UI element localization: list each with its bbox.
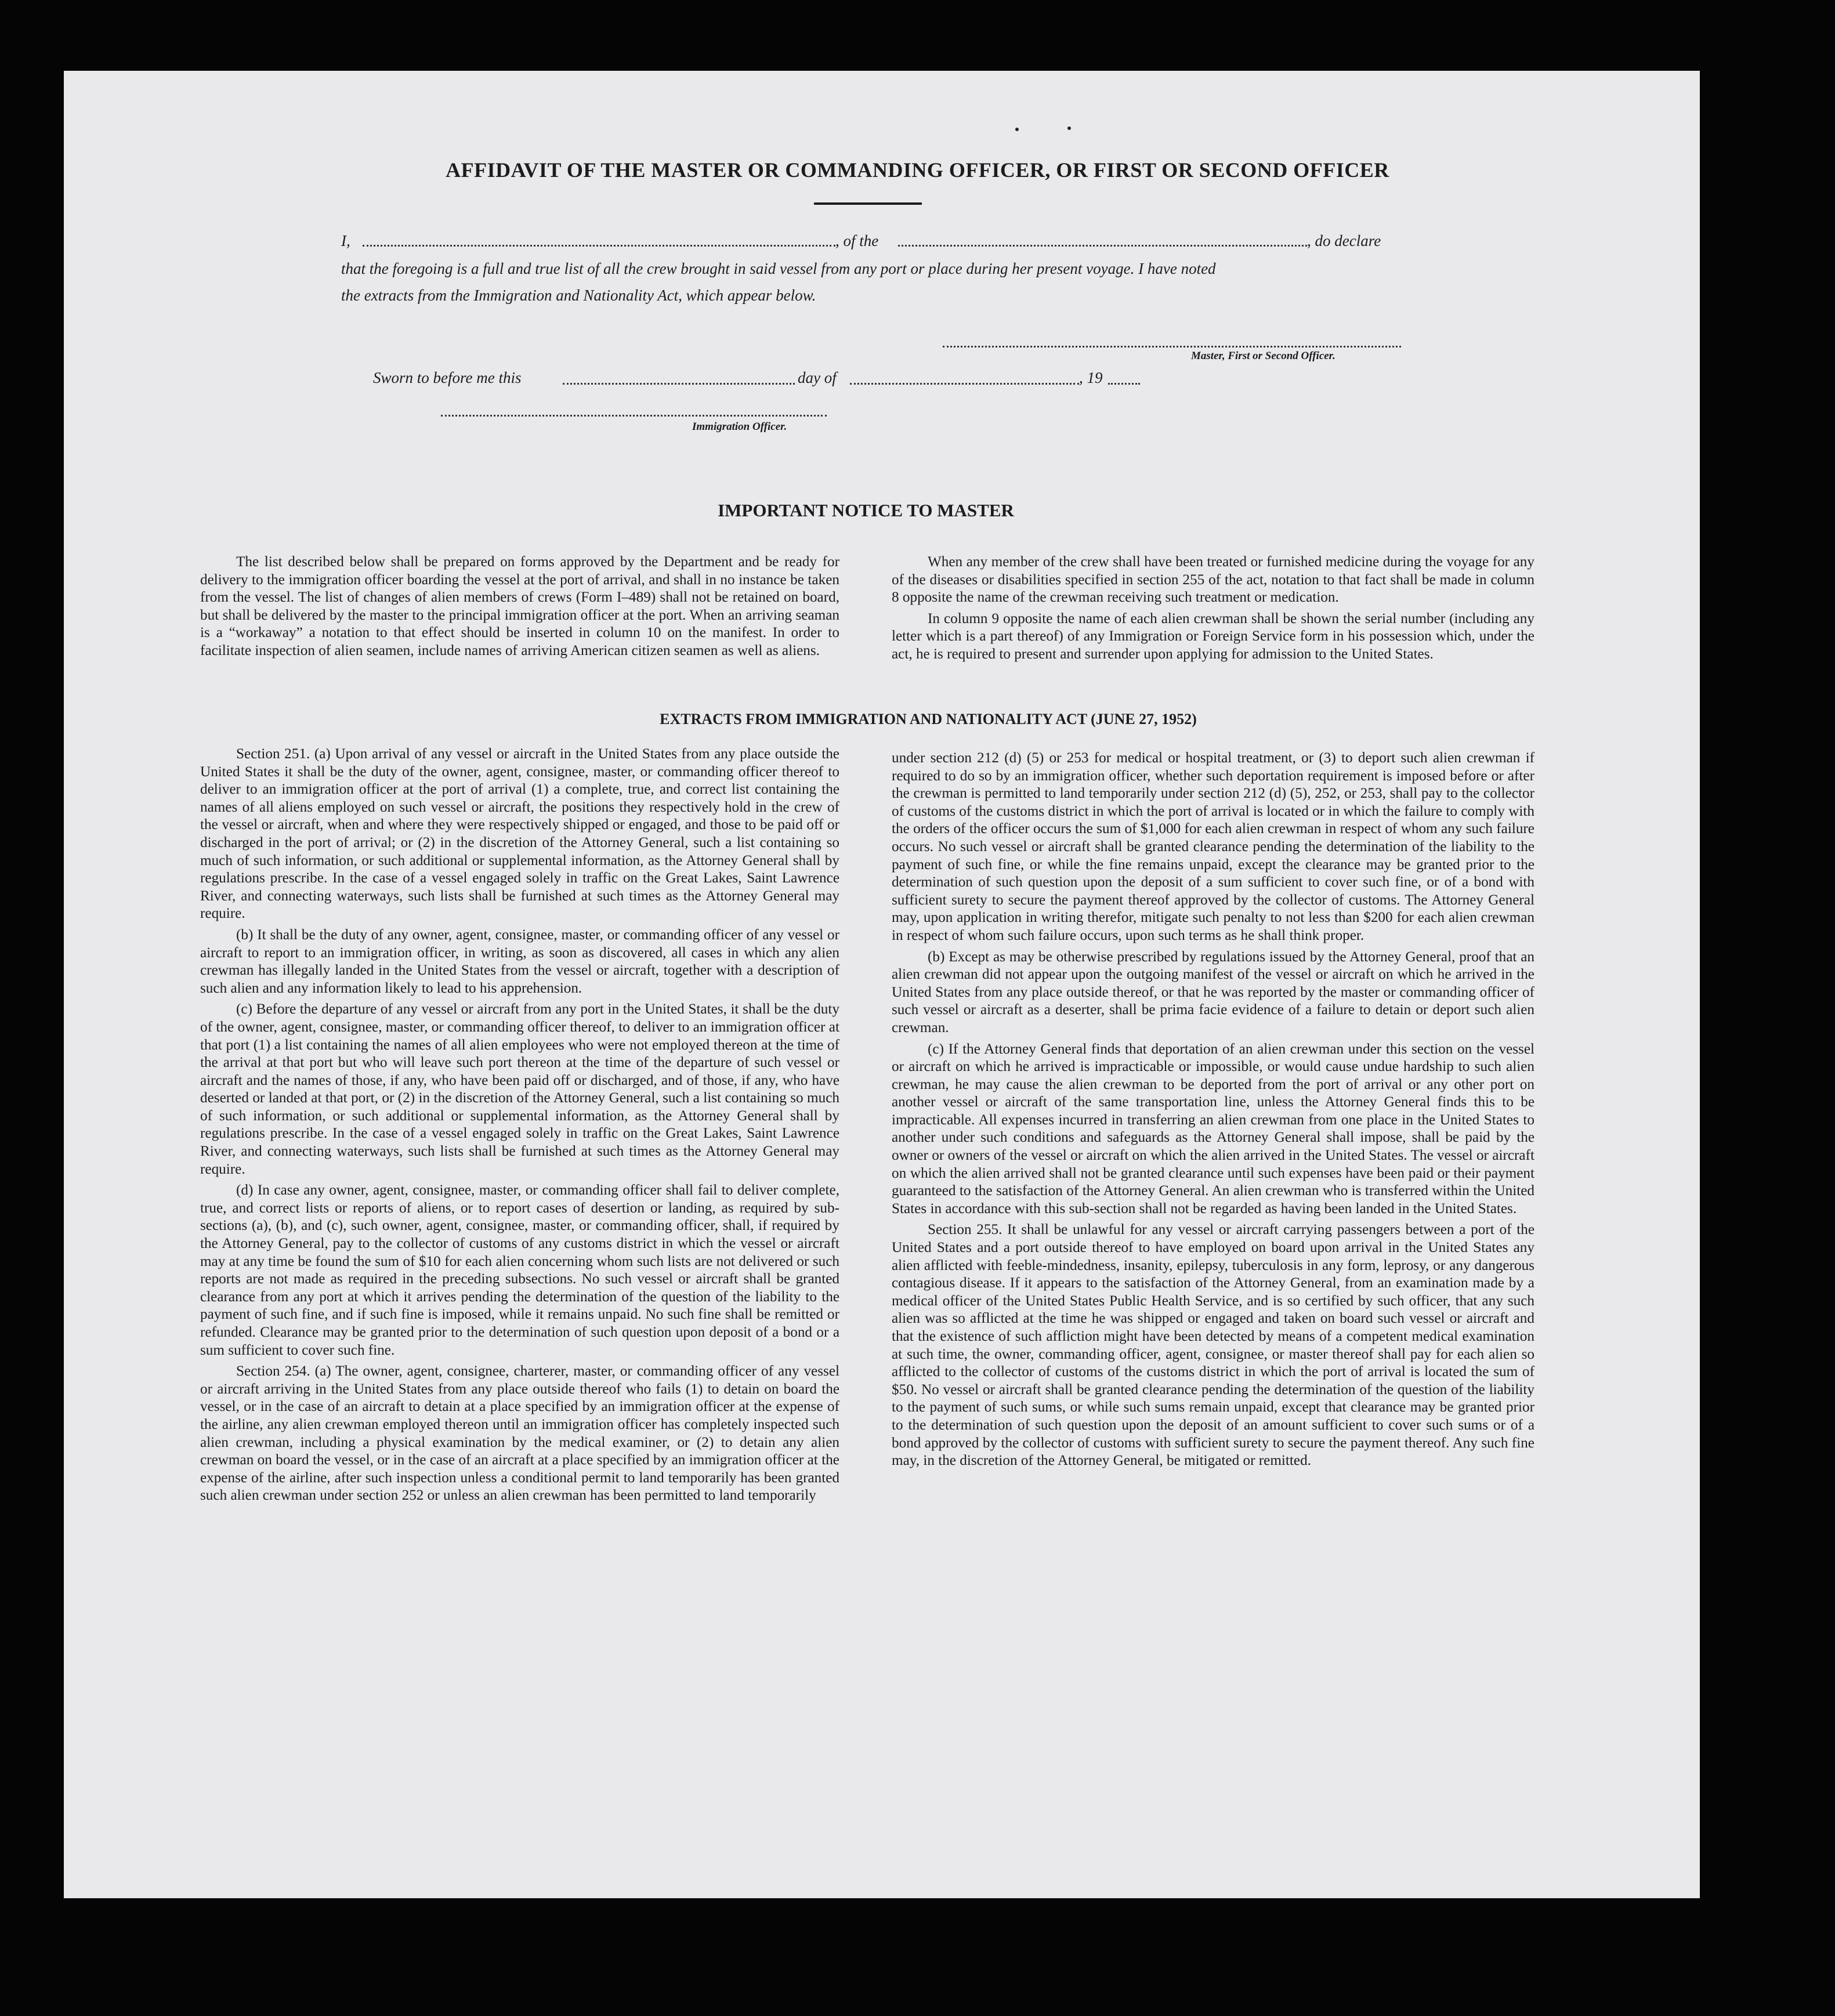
extracts-title: EXTRACTS FROM IMMIGRATION AND NATIONALITY ACT (JUNE 27, 1952) <box>660 711 1197 728</box>
section-paragraph: (c) If the Attorney General finds that deportation of an alien crewman under this section on the vessel or aircraft on which he arrived is impracticable or impossible, or would cause undue hardship to such alien crewman, he may cause the alien crewman to be deported from the port of arrival or any other port on another vessel or aircraft of the same transportation line, unless the Attorney General finds this to be impracticable. All expenses incurred in transferring an alien crewman from one place in the United States to another under such conditions and safeguards as the Attorney General shall impose, shall be paid by the owner or owners of the vessel or aircraft on which the alien arrived in the United States. The vessel or aircraft on which the alien arrived shall not be granted clearance until such expenses have been paid or their payment guaranteed to the satisfaction of the Attorney General. An alien crewman who is transferred within the United States in accordance with this sub-section shall not be regarded as having been landed in the United States. <box>892 1041 1534 1217</box>
extracts-right-column <box>892 750 1534 1474</box>
notice-title: IMPORTANT NOTICE TO MASTER <box>718 500 1014 520</box>
section-paragraph: Section 251. (a) Upon arrival of any vessel or aircraft in the United States from any place outside the United States it shall be the duty of the owner, agent, consignee, master, or commanding officer thereof to deliver to an immigration officer at the port of arrival (1) a complete, true, and correct list containing the names of all aliens employed on such vessel or aircraft, the positions they respectively hold in the crew of the vessel or aircraft, when and where they were respectively shipped or engaged, and those to be paid off or discharged in the port of arrival; or (2) in the discretion of the Attorney General, such a list containing so much of such information, or such additional or supplemental information, as the Attorney General shall by regulations prescribe. In the case of a vessel engaged solely in traffic on the Great Lakes, Saint Lawrence River, and connecting waterways, such lists shall be furnished at such times as the Attorney General may require. <box>200 746 839 922</box>
affidavit-title: AFFIDAVIT OF THE MASTER OR COMMANDING OFFICER, OR FIRST OR SECOND OFFICER <box>446 158 1389 182</box>
master-caption: Master, First or Second Officer. <box>1191 350 1335 362</box>
extracts-left-column <box>200 745 839 1508</box>
section-paragraph: Section 254. (a) The owner, agent, consignee, charterer, master, or commanding officer of any vessel or aircraft arriving in the United States from any place outside thereof who fails (1) to detain on board the vessel, or in the case of an aircraft to detain at a place specified by an immigration officer at the expense of the airline, any alien crewman employed thereon until an immigration officer has completely inspected such alien crewman, including a physical examination by the medical examiner, or (2) to detain any alien crewman on board the vessel, or in the case of an aircraft at a place specified by an immigration officer at the expense of the airline, after such inspection unless a conditional permit to land temporarily has been granted such alien crewman under section 252 or unless an alien crewman has been permitted to land temporarily <box>200 1363 839 1504</box>
year-label: , 19 <box>1079 369 1103 386</box>
statement-line-2: the extracts from the Immigration and Nationality Act, which appear below. <box>341 287 816 304</box>
notice-paragraph: In column 9 opposite the name of each alien crewman shall be shown the serial number (including any letter which is a part thereof) of any Immigration or Foreign Service form in his possession which, under the act, he is required to present and surrender upon applying for admission to the United States. <box>892 610 1534 662</box>
declare-label: , do declare <box>1307 232 1381 249</box>
section-paragraph: (c) Before the departure of any vessel or aircraft from any port in the United States, it shall be the duty of the owner, agent, consignee, master, or commanding officer thereof, to deliver to an immigration officer at that port (1) a list containing the names of all alien employees who were not employed thereon at the time of the arrival at that port but who will leave such port thereon at the time of the departure of such vessel or aircraft and the names of those, if any, who have been paid off or discharged, and of those, if any, who have deserted or landed at that port, or (2) in the discretion of the Attorney General, such a list containing so much of such information, or such additional or supplemental information, as the Attorney General shall by regulations prescribe. In the case of a vessel engaged solely in traffic on the Great Lakes, Saint Lawrence River, and connecting waterways, such lists shall be furnished at such times as the Attorney General may require. <box>200 1001 839 1177</box>
of-the-label: , of the <box>835 232 879 249</box>
section-paragraph: Section 255. It shall be unlawful for any vessel or aircraft carrying passengers between a port of the United States and a port outside thereof to have employed on board upon arrival in the United States any alien afflicted with feeble-mindedness, insanity, epilepsy, tuberculosis in any form, leprosy, or any dangerous contagious disease. If it appears to the satisfaction of the Attorney General, from an examination made by a medical officer of the United States Public Health Service, and is so certified by such officer, that any such alien was so afflicted at the time he was shipped or engaged and taken on board such vessel or aircraft and that the existence of such affliction might have been detected by means of a competent medical examination at such time, the owner, commanding officer, agent, consignee, or master thereof shall pay for each alien so afflicted to the collector of customs of the customs district in which the port of arrival is located the sum of $50. No vessel or aircraft shall be granted clearance pending the determination of the question of the liability to the payment of such sums, or while such sums remain unpaid, except that clearance may be granted prior to the determination of such question upon the deposit of an amount sufficient to cover such sums or of a bond approved by the collector of customs with sufficient surety to secure the payment thereof. Any such fine may, in the discretion of the Attorney General, be mitigated or remitted. <box>892 1222 1534 1469</box>
master-signature-field[interactable] <box>943 346 1401 348</box>
title-underline <box>814 202 922 205</box>
section-paragraph: (d) In case any owner, agent, consignee, master, or commanding officer shall fail to deliver complete, true, and correct lists or reports of aliens, or to report cases of desertion or landing, as required by sub-sections (a), (b), and (c), such owner, agent, consignee, master, or commanding officer, shall, if required by the Attorney General, pay to the collector of customs of any customs district in which the vessel or aircraft may at any time be found the sum of $10 for each alien concerning whom such lists are not delivered or such reports are not made as required in the preceding subsections. No such vessel or aircraft shall be granted clearance from any port at which it arrives pending the determination of the question of the liability to the payment of such fine, and if such fine is imposed, while it remains unpaid. No such fine shall be remitted or refunded. Clearance may be granted prior to the determination of such question upon deposit of a bond or a sum sufficient to cover such fine. <box>200 1182 839 1358</box>
officer-signature-field[interactable] <box>441 415 827 417</box>
day-of-label: day of <box>798 369 837 386</box>
officer-caption: Immigration Officer. <box>692 421 787 433</box>
notice-right-column <box>892 553 1534 667</box>
sworn-year-field[interactable] <box>1108 383 1140 385</box>
notice-paragraph: The list described below shall be prepared on forms approved by the Department and be ready for delivery to the immigration officer boarding the vessel at the port of arrival, and shall in no instance be taken from the vessel. The list of changes of alien members of crews (Form I–489) shall not be retained on board, but shall be delivered by the master to the principal immigration officer at the port. When an arriving seaman is a “workaway” a notation to that effect should be inserted in column 10 on the manifest. In order to facilitate inspection of alien seamen, include names of arriving American citizen seamen as well as aliens. <box>200 554 839 658</box>
speck <box>1015 128 1019 131</box>
speck <box>1067 126 1071 130</box>
section-paragraph: (b) Except as may be otherwise prescribed by regulations issued by the Attorney General, proof that an alien crewman did not appear upon the outgoing manifest of the vessel or aircraft on which he arrived in the United States from any place outside thereof, or that he was reported by the master or commanding officer of such vessel or aircraft as a deserter, shall be prima facie evidence of a failure to detain or deport such alien crewman. <box>892 949 1534 1036</box>
statement-line-1: that the foregoing is a full and true list of all the crew brought in said vessel from any port or place during her present voyage. I have noted <box>341 260 1216 277</box>
name-field[interactable] <box>363 245 835 247</box>
section-paragraph: under section 212 (d) (5) or 253 for medical or hospital treatment, or (3) to deport such alien crewman if required to do so by an immigration officer, whether such deportation requirement is imposed before or after the crewman is permitted to land temporarily under section 212 (d) (5), 252, or 253, shall pay to the collector of customs of the customs district in which the port of arrival is located or in which the failure to comply with the orders of the officer occurs the sum of $1,000 for each alien crewman in respect of whom any such failure occurs. No such vessel or aircraft shall be granted clearance pending the determination of the liability to the payment of such fine, or while the fine remains unpaid, except the clearance may be granted prior to the determination of such question upon the deposit of a sum sufficient to cover such fine, or of a bond with sufficient surety to secure the payment thereof approved by the collector of customs. The Attorney General may, upon application in writing therefor, mitigate such penalty to not less than $200 for each alien crewman in respect of whom such failure occurs, upon such terms as he shall think proper. <box>892 750 1534 943</box>
notice-left-column <box>200 553 839 664</box>
i-label: I, <box>341 232 350 249</box>
sworn-month-field[interactable] <box>850 383 1079 385</box>
sworn-label: Sworn to before me this <box>373 369 522 386</box>
vessel-field[interactable] <box>898 245 1307 247</box>
sworn-day-field[interactable] <box>563 383 795 385</box>
notice-paragraph: When any member of the crew shall have been treated or furnished medicine during the voyage for any of the diseases or disabilities specified in section 255 of the act, notation to that fact shall be made in column 8 opposite the name of the crewman receiving such treatment or medication. <box>892 554 1534 606</box>
section-paragraph: (b) It shall be the duty of any owner, agent, consignee, master, or commanding officer of any vessel or aircraft to report to an immigration officer, in writing, as soon as discovered, all cases in which any alien crewman has illegally landed in the United States from the vessel or aircraft, together with a description of such alien and any information likely to lead to his apprehension. <box>200 926 839 996</box>
